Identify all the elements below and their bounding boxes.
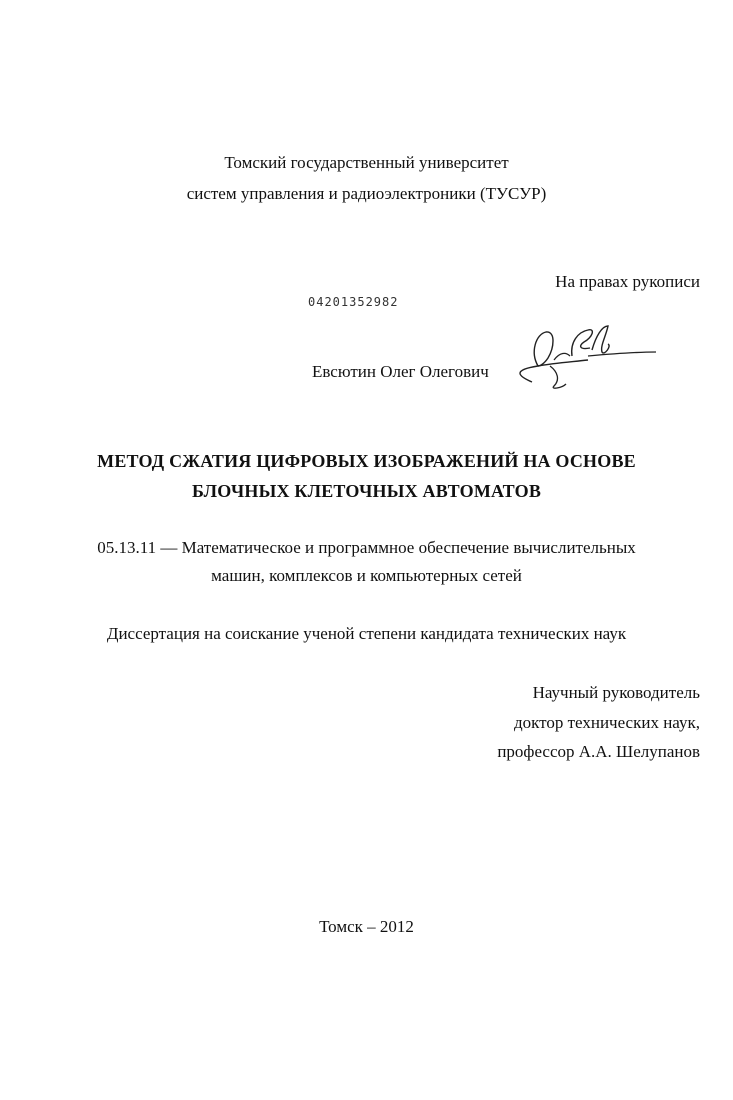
institution-line-1: Томский государственный университет (224, 153, 509, 172)
specialty-line-1: 05.13.11 — Математическое и программное обеспечение вычислительных (97, 538, 636, 557)
title-line-2: БЛОЧНЫХ КЛЕТОЧНЫХ АВТОМАТОВ (191, 481, 542, 501)
rights-note: На правах рукописи (555, 272, 700, 291)
footer-city-year: Томск – 2012 (319, 917, 414, 936)
signature-icon (510, 322, 660, 394)
catalog-number: 04201352982 (308, 295, 399, 309)
institution-line-2: систем управления и радиоэлектроники (ТУСУР) (186, 184, 547, 203)
author-name: Евсютин Олег Олегович (312, 362, 489, 381)
specialty-line-2: машин, комплексов и компьютерных сетей (211, 566, 522, 585)
supervisor-line-2: доктор технических наук, (513, 713, 700, 732)
supervisor-line-1: Научный руководитель (532, 683, 700, 702)
degree-statement: Диссертация на соискание ученой степени кандидата технических наук (106, 624, 627, 643)
supervisor-line-3: профессор А.А. Шелупанов (497, 742, 700, 761)
title-line-1: МЕТОД СЖАТИЯ ЦИФРОВЫХ ИЗОБРАЖЕНИЙ НА ОСНОВЕ (97, 451, 636, 471)
